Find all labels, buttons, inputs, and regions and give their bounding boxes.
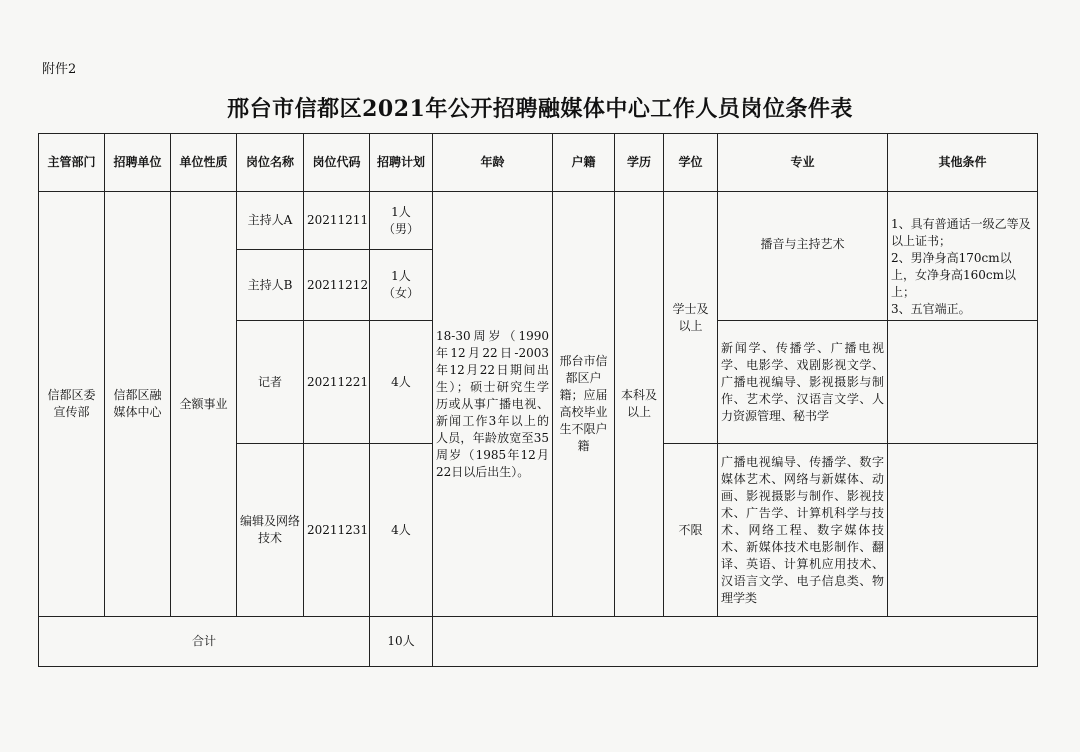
header-cell: 招聘单位 [105,134,171,192]
header-cell: 专业 [718,134,888,192]
header-cell: 岗位代码 [304,134,370,192]
other-conditions-cell [888,444,1038,617]
header-cell: 主管部门 [39,134,105,192]
header-cell: 其他条件 [888,134,1038,192]
page-title: 邢台市信都区2021年公开招聘融媒体中心工作人员岗位条件表 [227,96,853,122]
position-name-cell: 记者 [237,321,304,444]
major-cell: 新闻学、传播学、广播电视学、电影学、戏剧影视文学、广播电视编导、影视摄影与制作、艺术学、汉语言文学、人力资源管理、秘书学 [718,321,888,444]
position-code-cell: 20211212 [304,250,370,321]
table-row [39,192,1038,250]
header-cell: 岗位名称 [237,134,304,192]
total-row [39,617,1038,667]
header-cell: 招聘计划 [370,134,433,192]
nature-cell: 全额事业 [171,192,237,617]
hukou-cell: 邢台市信都区户籍；应届高校毕业生不限户籍 [553,192,615,617]
other-conditions-cell: 1、具有普通话一级乙等及以上证书； 2、男净身高170cm以上，女净身高160cm以上； 3、五官端正。 [888,192,1038,321]
position-code-cell: 20211221 [304,321,370,444]
position-code-cell: 20211231 [304,444,370,617]
plan-cell: 4人 [370,444,433,617]
header-cell: 学历 [615,134,664,192]
other-conditions-cell [888,321,1038,444]
header-cell: 户籍 [553,134,615,192]
education-cell: 本科及以上 [615,192,664,617]
plan-cell: 1人 （男） [370,192,433,250]
position-conditions-table [38,133,1038,667]
header-cell: 单位性质 [171,134,237,192]
position-name-cell: 主持人A [237,192,304,250]
age-cell: 18-30周岁（1990年12月22日-2003年12月22日期间出生）；硕士研究生学历或从事广播电视、新闻工作3年以上的人员，年龄放宽至35周岁（1985年12月22日以后出生）。 [433,192,553,617]
plan-cell: 4人 [370,321,433,444]
position-name-cell: 主持人B [237,250,304,321]
major-cell: 广播电视编导、传播学、数字媒体艺术、网络与新媒体、动画、影视摄影与制作、影视技术、广告学、计算机科学与技术、网络工程、数字媒体技术、新媒体技术电影制作、翻译、英语、计算机应用技术、汉语言文学、电子信息类、物理学类 [718,444,888,617]
position-name-cell: 编辑及网络技术 [237,444,304,617]
attachment-label: 附件2 [42,62,77,77]
header-cell: 年龄 [433,134,553,192]
plan-cell: 1人 （女） [370,250,433,321]
total-label-cell: 合计 [39,617,370,667]
unit-cell: 信都区融媒体中心 [105,192,171,617]
department-cell: 信都区委宣传部 [39,192,105,617]
total-empty-cell [433,617,1038,667]
degree-cell: 学士及以上 [664,192,718,444]
position-code-cell: 20211211 [304,192,370,250]
header-row [39,134,1038,192]
major-cell: 播音与主持艺术 [718,192,888,321]
header-cell: 学位 [664,134,718,192]
total-plan-cell: 10人 [370,617,433,667]
degree-cell: 不限 [664,444,718,617]
